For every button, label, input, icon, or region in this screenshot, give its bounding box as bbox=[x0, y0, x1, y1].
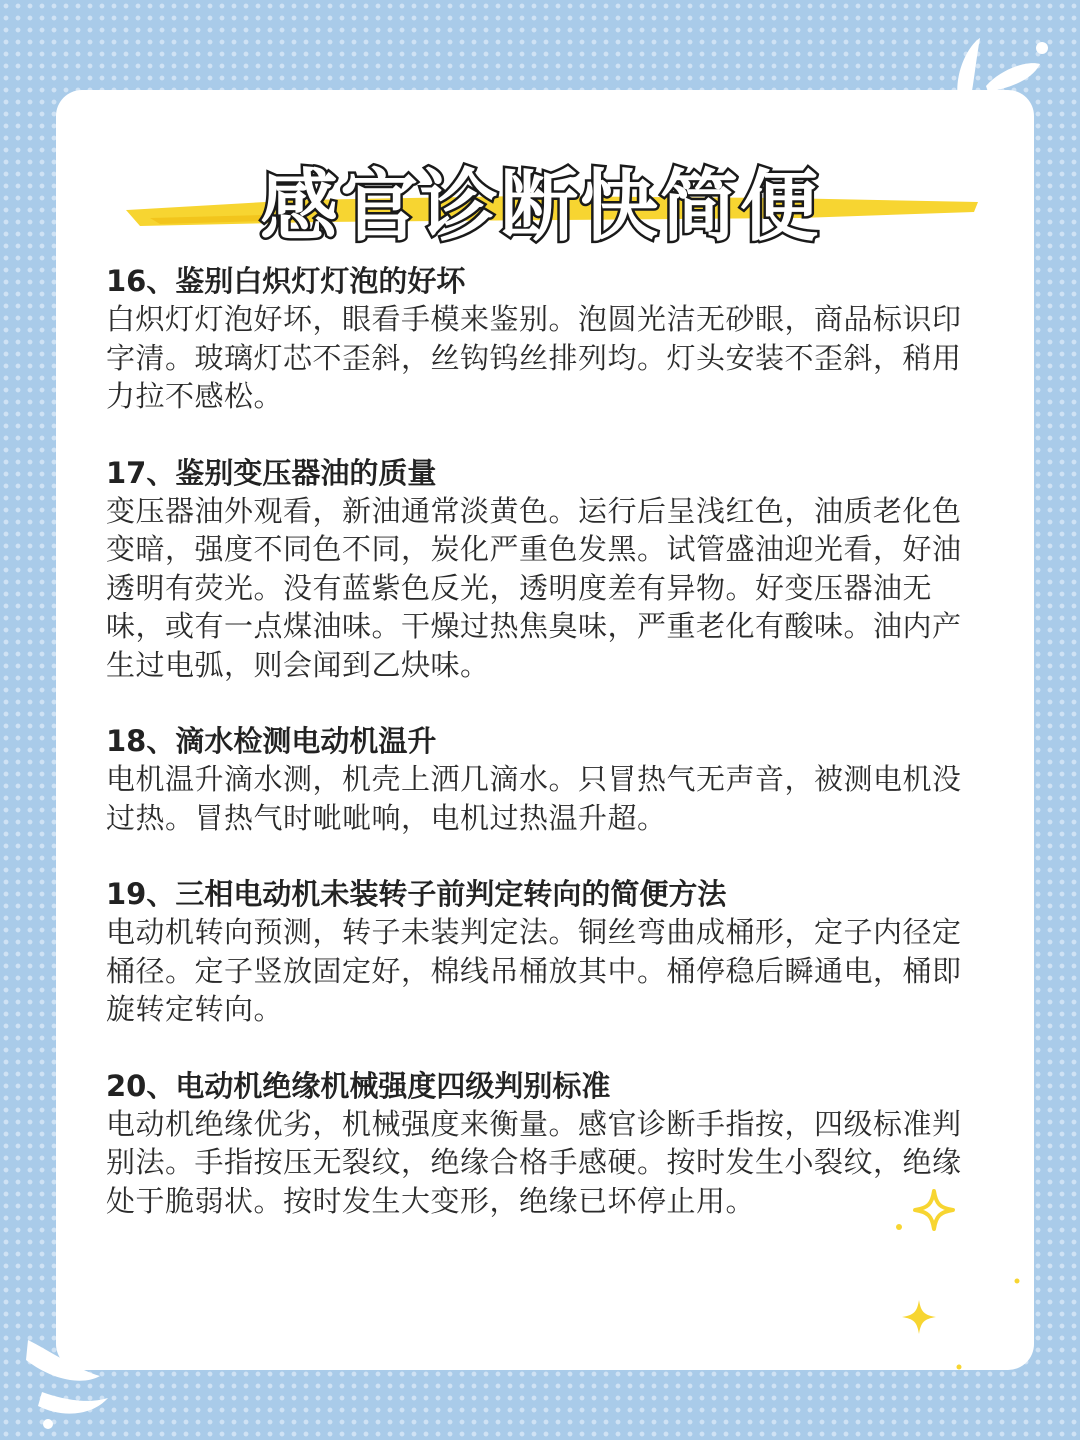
section-heading: 20、电动机绝缘机械强度四级判别标准 bbox=[106, 1068, 611, 1103]
section-text: 电动机转向预测，转子未装判定法。铜丝弯曲成桶形，定子内径定桶径。定子竖放固定好，棉线吊桶放其中。桶停稳后瞬通电，桶即旋转定转向。 bbox=[106, 915, 962, 1026]
section-text: 电机温升滴水测，机壳上洒几滴水。只冒热气无声音，被测电机没过热。冒热气时呲呲响，电机过热温升超。 bbox=[106, 762, 962, 835]
sparkle-filled-icon bbox=[900, 1298, 938, 1336]
section-19 bbox=[106, 875, 986, 1029]
page-title: 感官诊断快简便 bbox=[259, 162, 820, 252]
sparkle-dot-icon bbox=[1012, 1276, 1022, 1286]
sparkle-outline-icon bbox=[912, 1188, 956, 1232]
section-18 bbox=[106, 722, 986, 837]
title-banner bbox=[0, 140, 1080, 250]
section-16 bbox=[106, 262, 986, 416]
section-text: 变压器油外观看，新油通常淡黄色。运行后呈浅红色，油质老化色变暗，强度不同色不同，炭化严重色发黑。试管盛油迎光看，好油透明有荧光。没有蓝紫色反光，透明度差有异物。好变压器油无味，或有一点煤油味。干燥过热焦臭味，严重老化有酸味。油内产生过电弧，则会闻到乙炔味。 bbox=[106, 493, 962, 682]
section-heading: 17、鉴别变压器油的质量 bbox=[106, 455, 437, 490]
section-text: 电动机绝缘优劣，机械强度来衡量。感官诊断手指按，四级标准判别法。手指按压无裂纹，绝缘合格手感硬。按时发生小裂纹，绝缘处于脆弱状。按时发生大变形，绝缘已坏停止用。 bbox=[106, 1106, 962, 1218]
sparkle-dot-icon bbox=[954, 1362, 964, 1372]
section-17 bbox=[106, 454, 986, 685]
section-text: 白炽灯灯泡好坏，眼看手模来鉴别。泡圆光洁无砂眼，商品标识印字清。玻璃灯芯不歪斜，丝钩钨丝排列均。灯头安装不歪斜，稍用力拉不感松。 bbox=[106, 302, 962, 413]
section-heading: 19、三相电动机未装转子前判定转向的简便方法 bbox=[106, 877, 727, 911]
sparkle-dot-icon bbox=[894, 1222, 904, 1232]
section-heading: 18、滴水检测电动机温升 bbox=[106, 724, 437, 758]
section-20 bbox=[106, 1067, 986, 1221]
article-content bbox=[106, 262, 986, 1258]
section-heading: 16、鉴别白炽灯灯泡的好坏 bbox=[106, 264, 466, 298]
